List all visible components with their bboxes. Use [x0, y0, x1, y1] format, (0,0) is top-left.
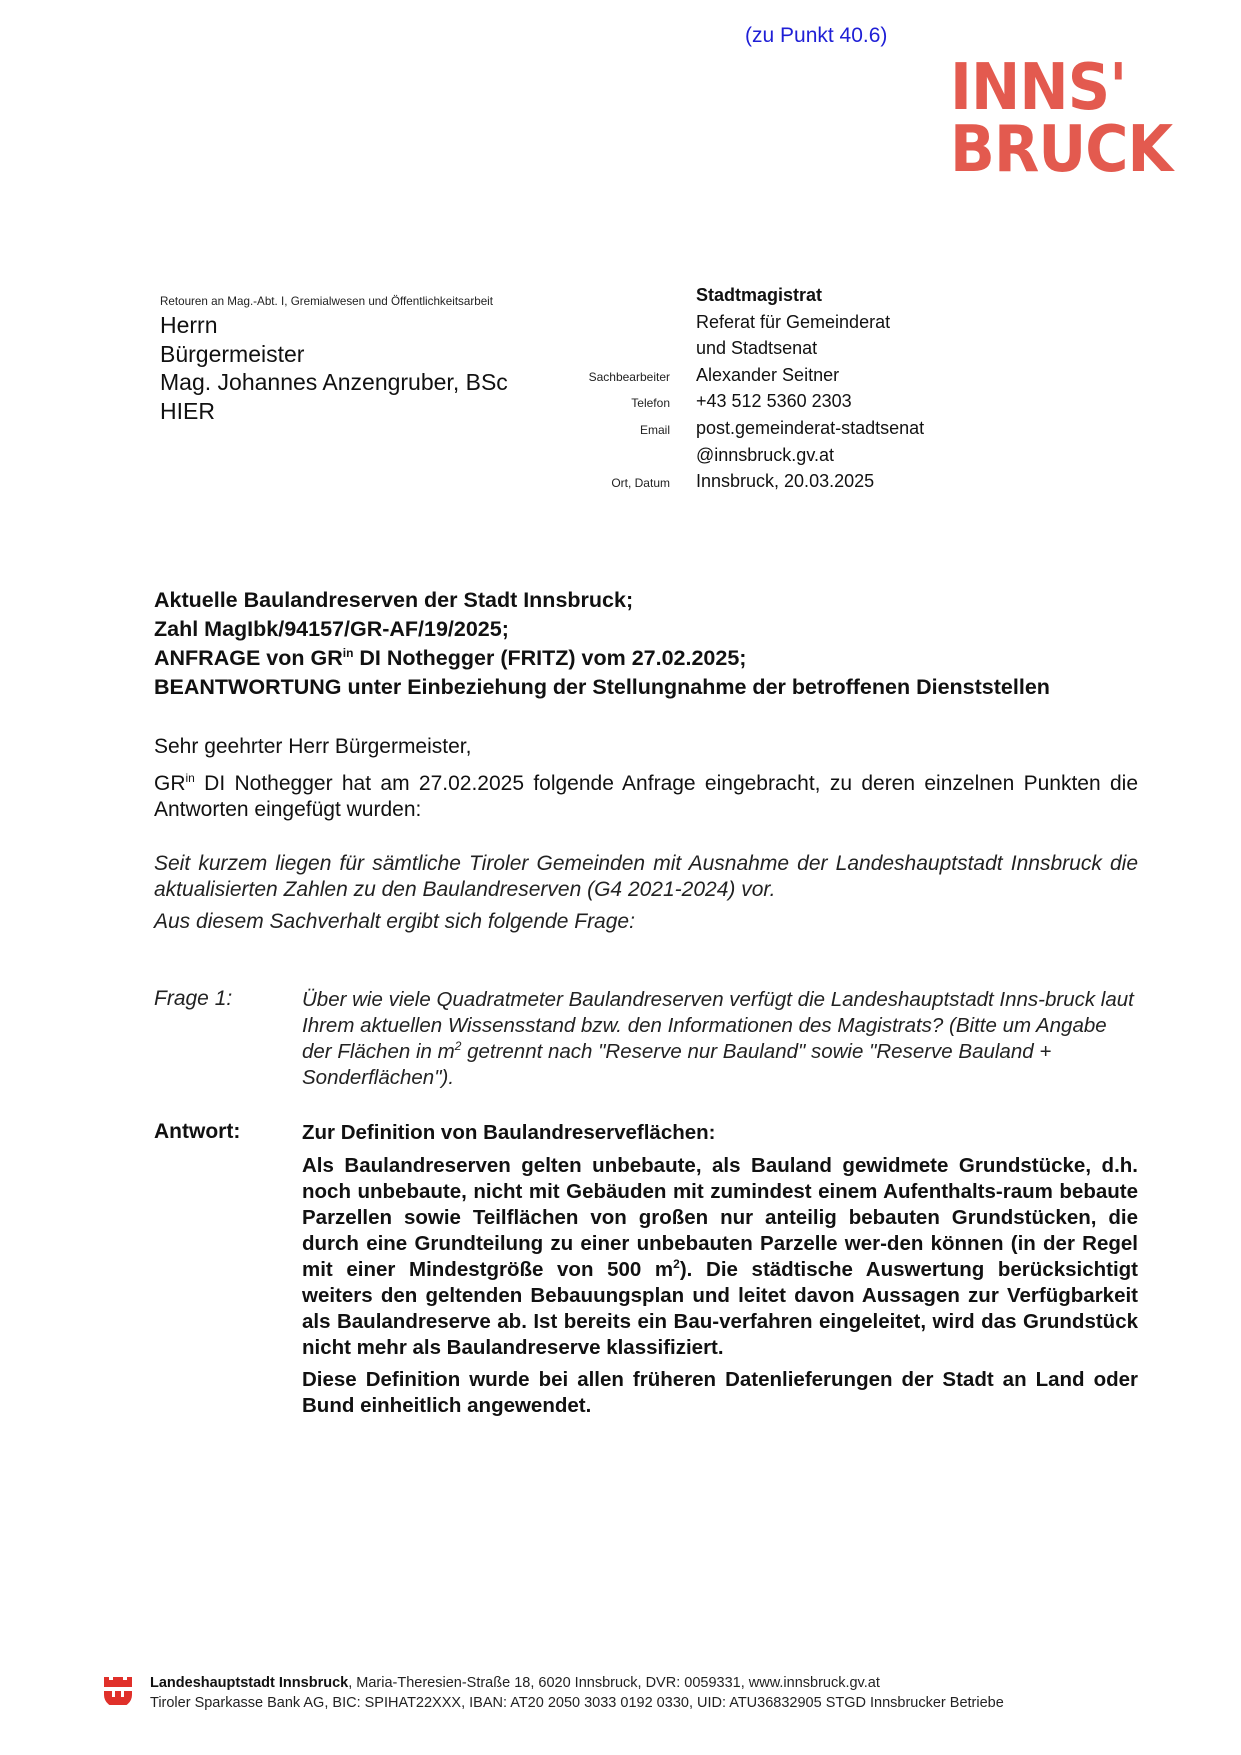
question-label: Frage 1: — [154, 987, 233, 1010]
answer-paragraph-1: Als Baulandreserven gelten unbebaute, als Bauland gewidmete Grundstücke, d.h. noch unbebaute, nicht mit Gebäuden mit zumindest einem Aufenthalts-raum bebaute Parzellen sowie Teilflächen von großen nur anteilig bebauten Grundstücken, die durch eine Grundteilung zu einer unbebauten Parzelle wer-den können (in der Regel mit einer Mindestgröße von 500 $m^2$). Die städtische Auswertung berücksichtigt weiters den geltenden Bebauungsplan und leitet davon Aussagen zur Verfügbarkeit als Baulandreserve ab. Ist bereits ein Bau-verfahren eingeleitet, wird das Grundstück nicht mehr als Baulandreserve klassifiziert. — [302, 1154, 1139, 1359]
field-value-place-date: Innsbruck, 20.03.2025 — [696, 471, 875, 492]
field-value-phone: +43 512 5360 2303 — [696, 391, 852, 412]
field-label-place-date: Ort, Datum — [611, 476, 670, 491]
recipient-line: HIER — [160, 397, 215, 424]
recipient-line: Bürgermeister — [160, 340, 305, 367]
salutation: Sehr geehrter Herr Bürgermeister, — [154, 735, 472, 758]
subject-line: BEANTWORTUNG unter Einbeziehung der Stellungnahme der betroffenen Dienststellen — [154, 675, 1050, 699]
logo-line-1: INNS' — [950, 51, 1127, 125]
reference-note: (zu Punkt 40.6) — [745, 24, 888, 47]
innsbruck-logo — [950, 51, 1192, 187]
logo-line-2: BRUCK — [950, 113, 1173, 187]
question-text: Über wie viele Quadratmeter Baulandreserven verfügt die Landeshauptstadt Inns-bruck laut Ihrem aktuellen Wissensstand bzw. den Informationen des Magistrats? (Bitte um Angabe der Flächen in $m^2$ getrennt nach "Reserve nur Bauland" sowie "Reserve Bauland + Sonderflächen"). — [302, 988, 1134, 1089]
subject-block — [154, 586, 1050, 702]
sender-block — [540, 285, 1040, 498]
field-value-email-domain: @innsbruck.gv.at — [696, 444, 834, 465]
answer-label: Antwort: — [154, 1120, 241, 1143]
answer-text — [302, 1120, 1138, 1425]
footer-line-2: Tiroler Sparkasse Bank AG, BIC: SPIHAT22XXX, IBAN: AT20 2050 3033 0192 0330, UID: ATU36832905 STGD Innsbrucker Betriebe — [150, 1695, 1004, 1711]
answer-heading: Zur Definition von Baulandreserveflächen: — [302, 1121, 716, 1144]
recipient-line: Mag. Johannes Anzengruber, BSc — [160, 369, 508, 395]
return-address: Retouren an Mag.-Abt. I, Gremialwesen und Öffentlichkeitsarbeit — [160, 294, 493, 308]
subject-line: Aktuelle Baulandreserven der Stadt Innsbruck; — [154, 588, 634, 612]
field-label-clerk: Sachbearbeiter — [588, 369, 670, 384]
intro-paragraph: $GR^{in}$ DI Nothegger hat am 27.02.2025 folgende Anfrage eingebracht, zu deren einzelnen Punkten die Antworten eingefügt wurden: — [154, 771, 1138, 821]
recipient-line: Herrn — [160, 312, 218, 338]
sender-department: Referat für Gemeinderat — [696, 311, 891, 332]
innsbruck-coat-of-arms-icon — [103, 1675, 133, 1705]
field-label-email: Email — [639, 422, 670, 437]
footer-line-1: Landeshauptstadt Innsbruck, Maria-Theresien-Straße 18, 6020 Innsbruck, DVR: 0059331, www.innsbruck.gv.at — [150, 1675, 880, 1691]
field-value-email: post.gemeinderat-stadtsenat — [696, 417, 925, 438]
sender-org: Stadtmagistrat — [696, 285, 823, 305]
subject-line: ANFRAGE von $GR^{in}$ DI Nothegger (FRITZ) vom 27.02.2025; — [154, 645, 747, 670]
context-paragraph: Seit kurzem liegen für sämtliche Tiroler Gemeinden mit Ausnahme der Landeshauptstadt Innsbruck die aktualisierten Zahlen zu den Baulandreserven (G4 2021-2024) vor. — [154, 852, 1138, 901]
answer-paragraph-2: Diese Definition wurde bei allen früheren Datenlieferungen der Stadt an Land oder Bund einheitlich angewendet. — [302, 1368, 1138, 1417]
subject-line: Zahl MagIbk/94157/GR-AF/19/2025; — [154, 617, 509, 641]
field-label-phone: Telefon — [631, 396, 670, 411]
lead-in: Aus diesem Sachverhalt ergibt sich folgende Frage: — [154, 910, 635, 933]
footer — [150, 1673, 1004, 1713]
sender-department-2: und Stadtsenat — [696, 338, 818, 359]
field-value-clerk: Alexander Seitner — [696, 364, 840, 385]
recipient-address — [160, 311, 508, 425]
